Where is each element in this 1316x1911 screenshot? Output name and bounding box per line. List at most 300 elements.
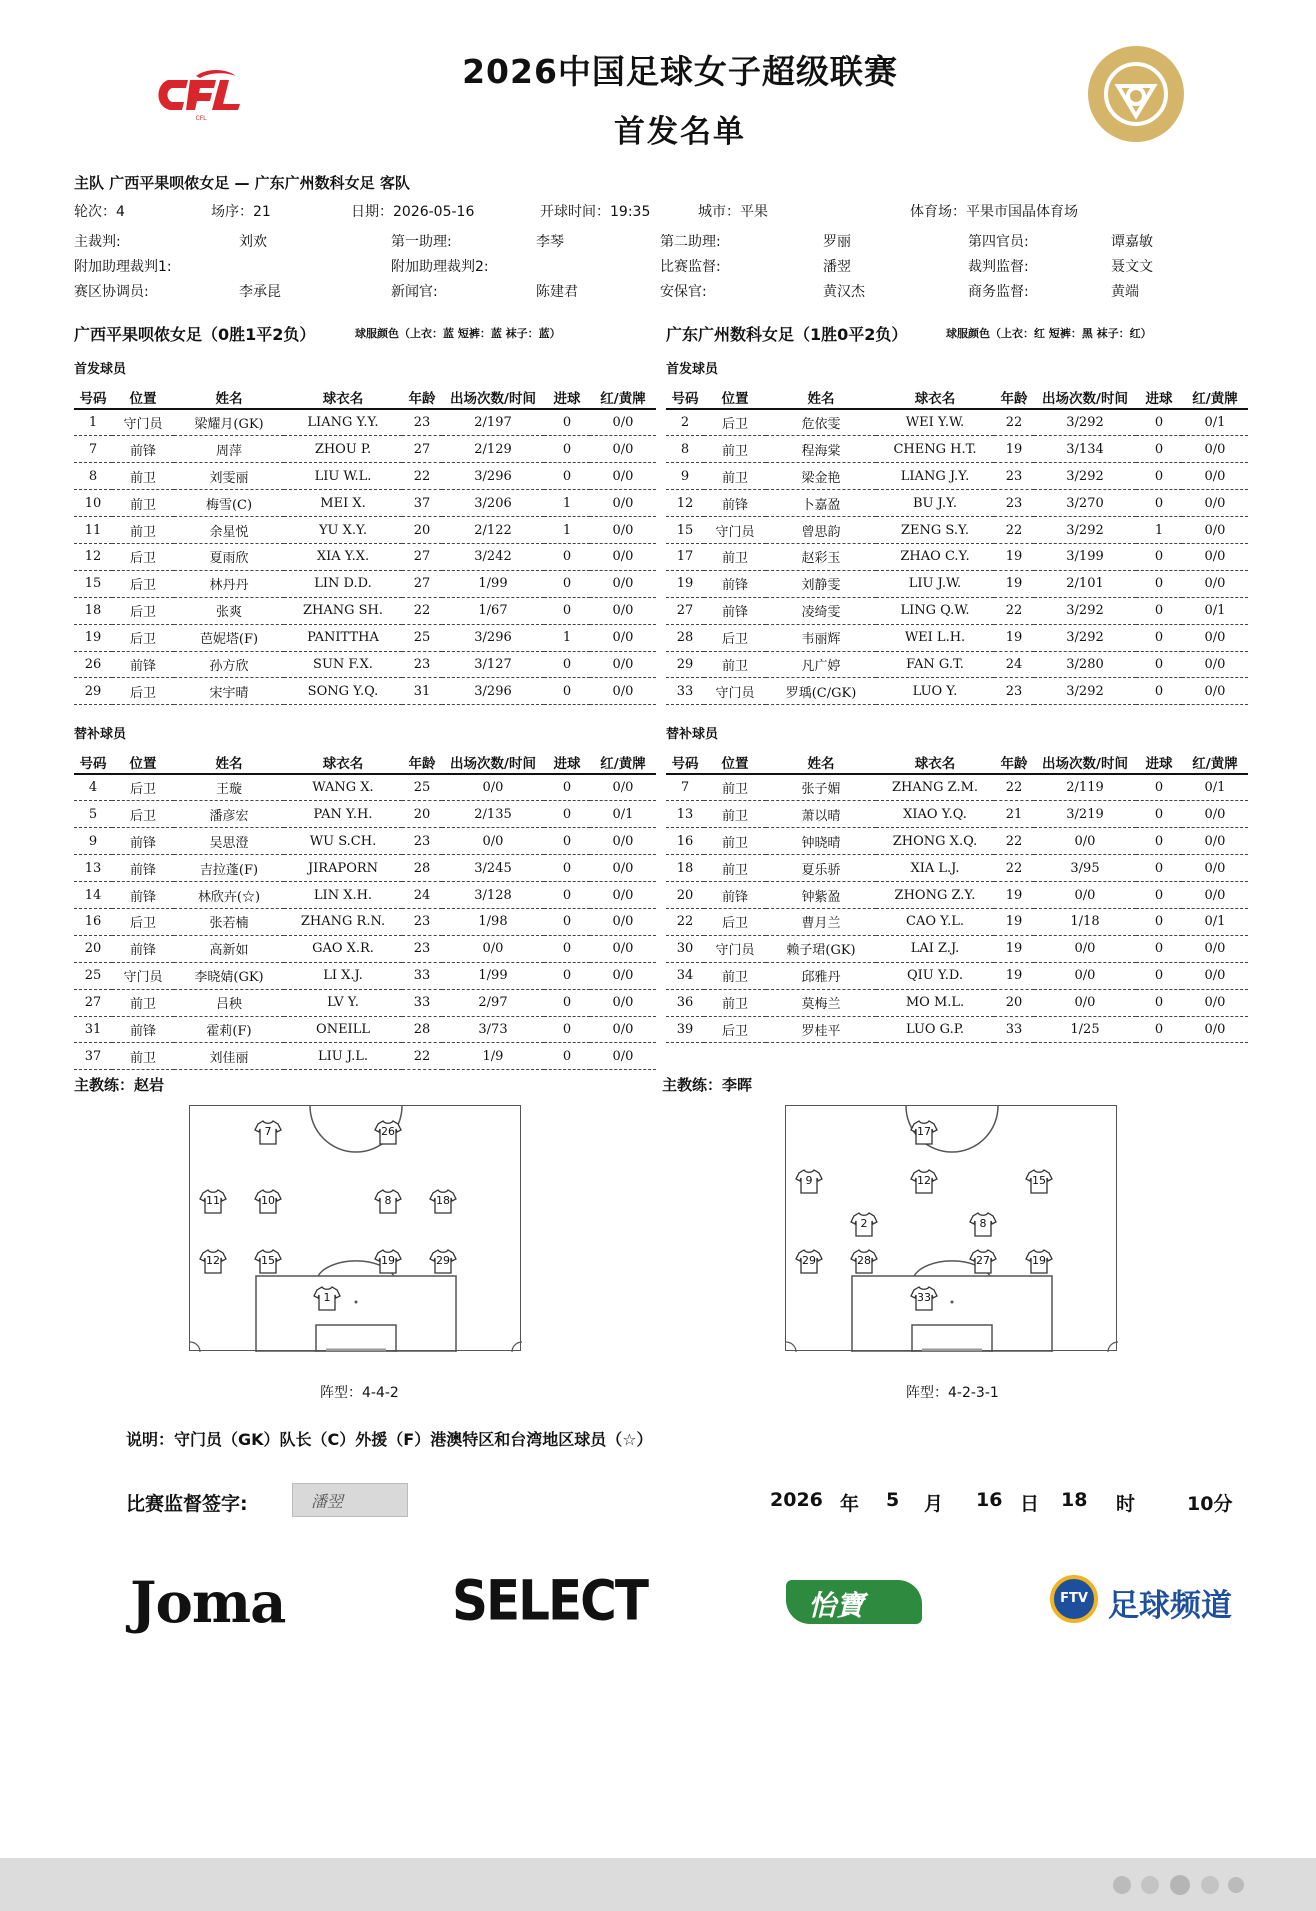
- player-age: 21: [994, 801, 1034, 828]
- player-number: 18: [74, 597, 112, 624]
- player-jersey-icon: [313, 1285, 341, 1311]
- player-cards: 0/0: [1182, 801, 1248, 828]
- player-name: 邱雅丹: [766, 962, 876, 989]
- player-apps: 1/9: [442, 1043, 544, 1070]
- player-cards: 0/0: [590, 570, 656, 597]
- player-name: 余星悦: [174, 517, 284, 544]
- player-position: 前卫: [112, 517, 174, 544]
- player-jersey-name: BU J.Y.: [876, 490, 994, 517]
- player-jersey-name: WANG X.: [284, 774, 402, 801]
- player-goals: 0: [544, 463, 590, 490]
- player-jersey-name: ZHOU P.: [284, 436, 402, 463]
- col-apps-header: 出场次数/时间: [1034, 750, 1136, 774]
- player-cards: 0/0: [1182, 855, 1248, 882]
- player-name: 张子媚: [766, 774, 876, 801]
- player-goals: 0: [544, 855, 590, 882]
- pitch-markings: [190, 1106, 522, 1352]
- player-position: 前卫: [704, 801, 766, 828]
- player-age: 33: [402, 989, 442, 1016]
- sign-hour-unit: 时: [1116, 1493, 1136, 1515]
- match-round: 轮次：4: [74, 204, 125, 220]
- home-starters-heading: 首发球员: [74, 362, 127, 377]
- player-age: 20: [994, 989, 1034, 1016]
- player-name: 韦丽辉: [766, 624, 876, 651]
- player-number: 31: [74, 1016, 112, 1043]
- player-apps: 3/292: [1034, 678, 1136, 705]
- player-age: 27: [402, 436, 442, 463]
- player-jersey-icon: [199, 1248, 227, 1274]
- player-apps: 3/292: [1034, 624, 1136, 651]
- player-jersey-name: JIRAPORN: [284, 855, 402, 882]
- match-city: 城市：平果: [698, 204, 768, 220]
- player-position: 守门员: [112, 409, 174, 436]
- player-goals: 0: [544, 801, 590, 828]
- player-name: 刘静雯: [766, 570, 876, 597]
- player-name: 刘佳丽: [174, 1043, 284, 1070]
- player-position: 前卫: [704, 828, 766, 855]
- player-jersey-name: ZHONG Z.Y.: [876, 882, 994, 909]
- official-label: 裁判监督:: [968, 259, 1029, 275]
- player-apps: 1/98: [442, 908, 544, 935]
- home-subs-heading: 替补球员: [74, 727, 127, 742]
- jersey-number: 2: [860, 1217, 868, 1230]
- player-age: 22: [994, 517, 1034, 544]
- player-name: 曾思韵: [766, 517, 876, 544]
- player-position: 前锋: [704, 490, 766, 517]
- away-subs-heading: 替补球员: [666, 727, 719, 742]
- player-cards: 0/0: [590, 962, 656, 989]
- player-goals: 0: [1136, 490, 1182, 517]
- player-age: 23: [402, 409, 442, 436]
- player-jersey-icon: [254, 1188, 282, 1214]
- player-name: 罗瑀(C/GK): [766, 678, 876, 705]
- table-row: [74, 543, 656, 570]
- player-jersey-name: ZENG S.Y.: [876, 517, 994, 544]
- player-age: 24: [994, 651, 1034, 678]
- player-apps: 3/270: [1034, 490, 1136, 517]
- player-number: 2: [666, 409, 704, 436]
- official-value: 李承昆: [239, 284, 281, 300]
- table-row: [74, 517, 656, 544]
- player-position: 前锋: [112, 935, 174, 962]
- player-jersey-name: XIA L.J.: [876, 855, 994, 882]
- player-jersey-icon: [374, 1188, 402, 1214]
- player-age: 19: [994, 962, 1034, 989]
- player-jersey-icon: [969, 1211, 997, 1237]
- col-position-header: 位置: [112, 750, 174, 774]
- player-apps: 2/135: [442, 801, 544, 828]
- kickoff-time: 开球时间：19:35: [540, 204, 651, 220]
- player-age: 22: [402, 1043, 442, 1070]
- cfl-logo-text: CFL: [195, 115, 207, 122]
- player-goals: 0: [544, 651, 590, 678]
- player-goals: 0: [544, 570, 590, 597]
- player-name: 林丹丹: [174, 570, 284, 597]
- table-row: [666, 908, 1248, 935]
- player-goals: 0: [1136, 908, 1182, 935]
- player-goals: 0: [1136, 570, 1182, 597]
- player-goals: 1: [544, 624, 590, 651]
- table-row: [74, 882, 656, 909]
- player-jersey-name: LIN D.D.: [284, 570, 402, 597]
- player-goals: 0: [544, 882, 590, 909]
- select-logo: SELECT: [452, 1569, 647, 1633]
- player-name: 宋宇晴: [174, 678, 284, 705]
- player-jersey-name: ZHANG Z.M.: [876, 774, 994, 801]
- player-name: 孙方欣: [174, 651, 284, 678]
- player-age: 22: [994, 774, 1034, 801]
- player-age: 28: [402, 1016, 442, 1043]
- table-row: [74, 801, 656, 828]
- table-row: [74, 774, 656, 801]
- player-jersey-icon: [254, 1119, 282, 1145]
- player-age: 25: [402, 774, 442, 801]
- player-cards: 0/0: [1182, 882, 1248, 909]
- player-age: 19: [994, 436, 1034, 463]
- player-cards: 0/1: [590, 801, 656, 828]
- player-cards: 0/0: [590, 1016, 656, 1043]
- player-number: 18: [666, 855, 704, 882]
- player-number: 7: [74, 436, 112, 463]
- jersey-number: 8: [979, 1217, 987, 1230]
- player-position: 前锋: [112, 436, 174, 463]
- player-position: 前卫: [704, 543, 766, 570]
- table-row: [74, 1016, 656, 1043]
- jersey-number: 1: [323, 1291, 331, 1304]
- table-row: [666, 882, 1248, 909]
- official-value: 谭嘉敏: [1111, 234, 1153, 250]
- player-name: 芭妮塔(F): [174, 624, 284, 651]
- player-apps: 1/67: [442, 597, 544, 624]
- table-row: [74, 962, 656, 989]
- player-goals: 0: [1136, 624, 1182, 651]
- player-name: 刘雯丽: [174, 463, 284, 490]
- player-age: 37: [402, 490, 442, 517]
- player-goals: 0: [544, 908, 590, 935]
- player-number: 30: [666, 935, 704, 962]
- player-name: 萧以晴: [766, 801, 876, 828]
- player-jersey-name: CAO Y.L.: [876, 908, 994, 935]
- player-apps: 1/25: [1034, 1016, 1136, 1043]
- player-number: 27: [666, 597, 704, 624]
- player-name: 王璇: [174, 774, 284, 801]
- player-jersey-icon: [254, 1248, 282, 1274]
- player-name: 梅雪(C): [174, 490, 284, 517]
- player-position: 后卫: [112, 570, 174, 597]
- player-age: 27: [402, 543, 442, 570]
- player-number: 9: [74, 828, 112, 855]
- official-label: 安保官:: [660, 284, 707, 300]
- player-name: 梁耀月(GK): [174, 409, 284, 436]
- player-apps: 0/0: [1034, 828, 1136, 855]
- player-cards: 0/0: [590, 935, 656, 962]
- player-jersey-name: QIU Y.D.: [876, 962, 994, 989]
- col-cards-header: 红/黄牌: [590, 750, 656, 774]
- player-name: 凌绮雯: [766, 597, 876, 624]
- table-row: [666, 597, 1248, 624]
- player-position: 后卫: [704, 409, 766, 436]
- player-goals: 0: [1136, 801, 1182, 828]
- jersey-number: 15: [261, 1254, 275, 1267]
- player-name: 凡广婷: [766, 651, 876, 678]
- player-number: 15: [74, 570, 112, 597]
- player-jersey-icon: [429, 1248, 457, 1274]
- player-name: 钟晓晴: [766, 828, 876, 855]
- jersey-number: 8: [384, 1194, 392, 1207]
- player-position: 前锋: [112, 855, 174, 882]
- sign-hour: 18: [1061, 1489, 1088, 1511]
- player-apps: 2/119: [1034, 774, 1136, 801]
- player-age: 19: [994, 882, 1034, 909]
- player-age: 19: [994, 543, 1034, 570]
- player-cards: 0/0: [1182, 962, 1248, 989]
- pitch-markings: [786, 1106, 1118, 1352]
- table-row: [666, 409, 1248, 436]
- player-position: 前锋: [704, 570, 766, 597]
- player-jersey-icon: [795, 1248, 823, 1274]
- player-jersey-name: SONG Y.Q.: [284, 678, 402, 705]
- away-formation-pitch: [785, 1105, 1117, 1351]
- player-goals: 0: [544, 678, 590, 705]
- player-apps: 3/206: [442, 490, 544, 517]
- player-age: 19: [994, 935, 1034, 962]
- player-apps: 2/101: [1034, 570, 1136, 597]
- col-goals-header: 进球: [1136, 385, 1182, 409]
- player-position: 后卫: [112, 908, 174, 935]
- player-position: 后卫: [112, 774, 174, 801]
- jersey-number: 9: [805, 1174, 813, 1187]
- player-jersey-name: LIN X.H.: [284, 882, 402, 909]
- player-number: 26: [74, 651, 112, 678]
- player-number: 20: [74, 935, 112, 962]
- player-age: 19: [994, 624, 1034, 651]
- player-position: 后卫: [704, 1016, 766, 1043]
- official-label: 比赛监督:: [660, 259, 721, 275]
- player-position: 前卫: [112, 989, 174, 1016]
- player-jersey-icon: [1025, 1168, 1053, 1194]
- table-row: [74, 570, 656, 597]
- player-cards: 0/0: [590, 882, 656, 909]
- col-apps-header: 出场次数/时间: [442, 385, 544, 409]
- player-position: 前卫: [704, 855, 766, 882]
- player-cards: 0/0: [590, 1043, 656, 1070]
- player-age: 22: [402, 597, 442, 624]
- player-age: 23: [402, 908, 442, 935]
- home-formation-pitch: [189, 1105, 521, 1351]
- player-age: 23: [994, 490, 1034, 517]
- player-apps: 1/18: [1034, 908, 1136, 935]
- player-jersey-name: LI X.J.: [284, 962, 402, 989]
- player-number: 29: [666, 651, 704, 678]
- player-goals: 0: [1136, 436, 1182, 463]
- away-starters-table: [666, 385, 1248, 705]
- player-name: 周萍: [174, 436, 284, 463]
- player-cards: 0/0: [590, 543, 656, 570]
- player-apps: 0/0: [1034, 962, 1136, 989]
- player-position: 前锋: [112, 651, 174, 678]
- player-goals: 0: [1136, 828, 1182, 855]
- player-apps: 2/97: [442, 989, 544, 1016]
- sign-month-unit: 月: [924, 1493, 944, 1515]
- player-number: 16: [666, 828, 704, 855]
- page-title: 2026中国足球女子超级联赛: [462, 52, 898, 91]
- player-goals: 0: [1136, 1016, 1182, 1043]
- player-jersey-icon: [429, 1188, 457, 1214]
- player-name: 莫梅兰: [766, 989, 876, 1016]
- ftv-logo-text: FTV: [1060, 1591, 1088, 1606]
- player-age: 22: [994, 409, 1034, 436]
- player-number: 8: [74, 463, 112, 490]
- player-apps: 3/199: [1034, 543, 1136, 570]
- table-row: [666, 801, 1248, 828]
- player-jersey-name: ZHAO C.Y.: [876, 543, 994, 570]
- table-row: [666, 774, 1248, 801]
- player-cards: 0/0: [1182, 463, 1248, 490]
- player-name: 卜嘉盈: [766, 490, 876, 517]
- player-apps: 3/296: [442, 624, 544, 651]
- player-number: 7: [666, 774, 704, 801]
- player-age: 23: [402, 828, 442, 855]
- player-cards: 0/0: [590, 624, 656, 651]
- player-number: 27: [74, 989, 112, 1016]
- player-number: 17: [666, 543, 704, 570]
- player-jersey-name: XIAO Y.Q.: [876, 801, 994, 828]
- sign-day-unit: 日: [1020, 1493, 1040, 1515]
- player-jersey-name: PANITTHA: [284, 624, 402, 651]
- player-age: 27: [402, 570, 442, 597]
- player-apps: 2/197: [442, 409, 544, 436]
- jersey-number: 29: [802, 1254, 816, 1267]
- player-goals: 0: [544, 436, 590, 463]
- official-label: 第四官员:: [968, 234, 1029, 250]
- table-row: [74, 1043, 656, 1070]
- player-apps: 0/0: [1034, 882, 1136, 909]
- player-jersey-icon: [850, 1211, 878, 1237]
- table-row: [666, 962, 1248, 989]
- player-apps: 2/129: [442, 436, 544, 463]
- player-position: 后卫: [112, 624, 174, 651]
- player-age: 19: [994, 570, 1034, 597]
- bottom-watermark-bar: [0, 1858, 1316, 1911]
- player-age: 22: [994, 597, 1034, 624]
- player-position: 前锋: [112, 828, 174, 855]
- player-cards: 0/0: [590, 409, 656, 436]
- home-starters-table: [74, 385, 656, 705]
- player-number: 19: [74, 624, 112, 651]
- player-jersey-name: FAN G.T.: [876, 651, 994, 678]
- table-row: [666, 517, 1248, 544]
- player-jersey-name: WEI Y.W.: [876, 409, 994, 436]
- table-row: [666, 989, 1248, 1016]
- player-number: 36: [666, 989, 704, 1016]
- player-goals: 0: [544, 774, 590, 801]
- home-coach: 主教练：赵岩: [74, 1076, 165, 1094]
- player-name: 危依雯: [766, 409, 876, 436]
- col-apps-header: 出场次数/时间: [442, 750, 544, 774]
- col-jersey-name-header: 球衣名: [284, 385, 402, 409]
- home-team-name: 广西平果呗侬女足（0胜1平2负）: [74, 325, 316, 344]
- player-jersey-icon: [374, 1248, 402, 1274]
- player-goals: 0: [1136, 409, 1182, 436]
- jersey-number: 15: [1032, 1174, 1046, 1187]
- player-goals: 0: [544, 597, 590, 624]
- player-jersey-name: MO M.L.: [876, 989, 994, 1016]
- match-number: 场序：21: [211, 204, 271, 220]
- table-row: [666, 935, 1248, 962]
- player-jersey-name: CHENG H.T.: [876, 436, 994, 463]
- jersey-number: 17: [917, 1125, 931, 1138]
- player-name: 高新如: [174, 935, 284, 962]
- player-age: 33: [402, 962, 442, 989]
- player-cards: 0/0: [1182, 1016, 1248, 1043]
- player-age: 25: [402, 624, 442, 651]
- legend-note: 说明：守门员（GK）队长（C）外援（F）港澳特区和台湾地区球员（☆）: [126, 1430, 653, 1449]
- player-number: 37: [74, 1043, 112, 1070]
- table-row: [666, 624, 1248, 651]
- table-row: [666, 490, 1248, 517]
- table-row: [74, 409, 656, 436]
- official-value: 罗丽: [823, 234, 851, 250]
- player-age: 20: [402, 517, 442, 544]
- player-age: 23: [994, 678, 1034, 705]
- player-cards: 0/0: [1182, 436, 1248, 463]
- away-team-name: 广东广州数科女足（1胜0平2负）: [666, 325, 908, 344]
- match-date: 日期：2026-05-16: [351, 204, 475, 220]
- col-jersey-name-header: 球衣名: [876, 385, 994, 409]
- player-goals: 0: [544, 409, 590, 436]
- player-age: 22: [402, 463, 442, 490]
- player-position: 后卫: [112, 543, 174, 570]
- player-apps: 3/128: [442, 882, 544, 909]
- player-jersey-name: YU X.Y.: [284, 517, 402, 544]
- table-row: [74, 436, 656, 463]
- player-number: 22: [666, 908, 704, 935]
- player-position: 前卫: [704, 651, 766, 678]
- player-number: 13: [74, 855, 112, 882]
- jersey-number: 28: [857, 1254, 871, 1267]
- player-jersey-icon: [1025, 1248, 1053, 1274]
- joma-logo: Joma: [130, 1570, 286, 1636]
- official-label: 主裁判:: [74, 234, 121, 250]
- home-subs-table: [74, 750, 656, 1070]
- player-age: 19: [994, 908, 1034, 935]
- player-name: 钟紫盈: [766, 882, 876, 909]
- player-name: 吕秧: [174, 989, 284, 1016]
- player-position: 后卫: [704, 908, 766, 935]
- official-label: 附加助理裁判1:: [74, 259, 172, 275]
- jersey-number: 27: [976, 1254, 990, 1267]
- player-number: 25: [74, 962, 112, 989]
- player-jersey-name: ONEILL: [284, 1016, 402, 1043]
- player-goals: 0: [1136, 597, 1182, 624]
- page-subtitle: 首发名单: [614, 114, 746, 150]
- player-cards: 0/0: [590, 828, 656, 855]
- player-jersey-name: LAI Z.J.: [876, 935, 994, 962]
- player-name: 梁金艳: [766, 463, 876, 490]
- table-row: [74, 855, 656, 882]
- sign-year-unit: 年: [840, 1493, 860, 1515]
- player-apps: 3/127: [442, 651, 544, 678]
- player-goals: 0: [544, 1016, 590, 1043]
- player-number: 10: [74, 490, 112, 517]
- col-number-header: 号码: [74, 750, 112, 774]
- player-name: 张爽: [174, 597, 284, 624]
- player-position: 前卫: [704, 962, 766, 989]
- jersey-number: 7: [264, 1125, 272, 1138]
- player-jersey-icon: [374, 1119, 402, 1145]
- away-starters-heading: 首发球员: [666, 362, 719, 377]
- col-number-header: 号码: [666, 750, 704, 774]
